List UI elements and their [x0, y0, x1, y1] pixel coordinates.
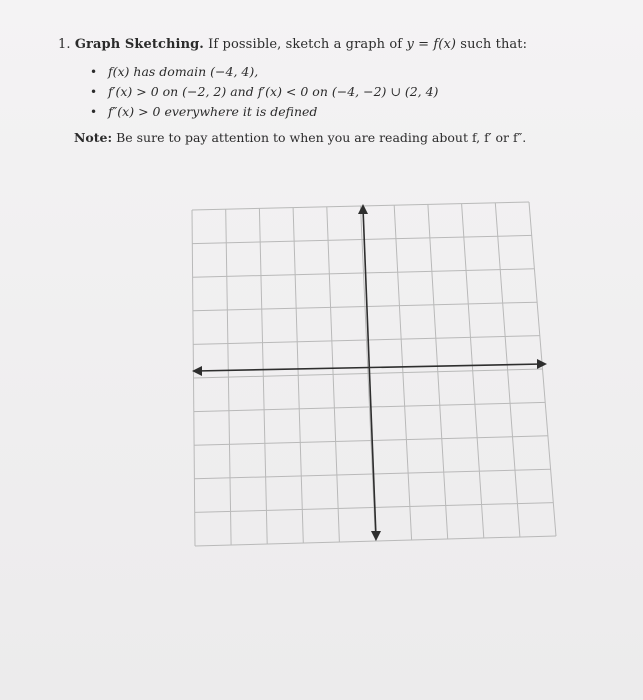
note-label: Note:	[74, 130, 113, 145]
condition-text: f″(x) > 0 everywhere it is defined	[108, 104, 318, 119]
condition-text: f(x) has domain (−4, 4),	[108, 64, 259, 79]
condition-text: f′(x) > 0 on (−2, 2) and f′(x) < 0 on (−4, −2) ∪ (2, 4)	[108, 84, 439, 99]
problem-title: Graph Sketching.	[74, 37, 204, 52]
y-axis	[363, 208, 376, 537]
y-axis-down-arrow-icon	[371, 531, 381, 541]
bullet-icon: •	[90, 85, 98, 99]
bullet-icon: •	[90, 105, 98, 119]
problem-number: 1.	[58, 37, 71, 52]
problem-intro-math: y = f(x)	[406, 37, 457, 52]
bullet-icon: •	[90, 65, 98, 79]
problem-intro-suffix: such that:	[456, 37, 528, 52]
problem-intro-prefix: If possible, sketch a graph of	[208, 37, 407, 52]
note-text: Be sure to pay attention to when you are reading about f, f′ or f″.	[112, 130, 527, 145]
